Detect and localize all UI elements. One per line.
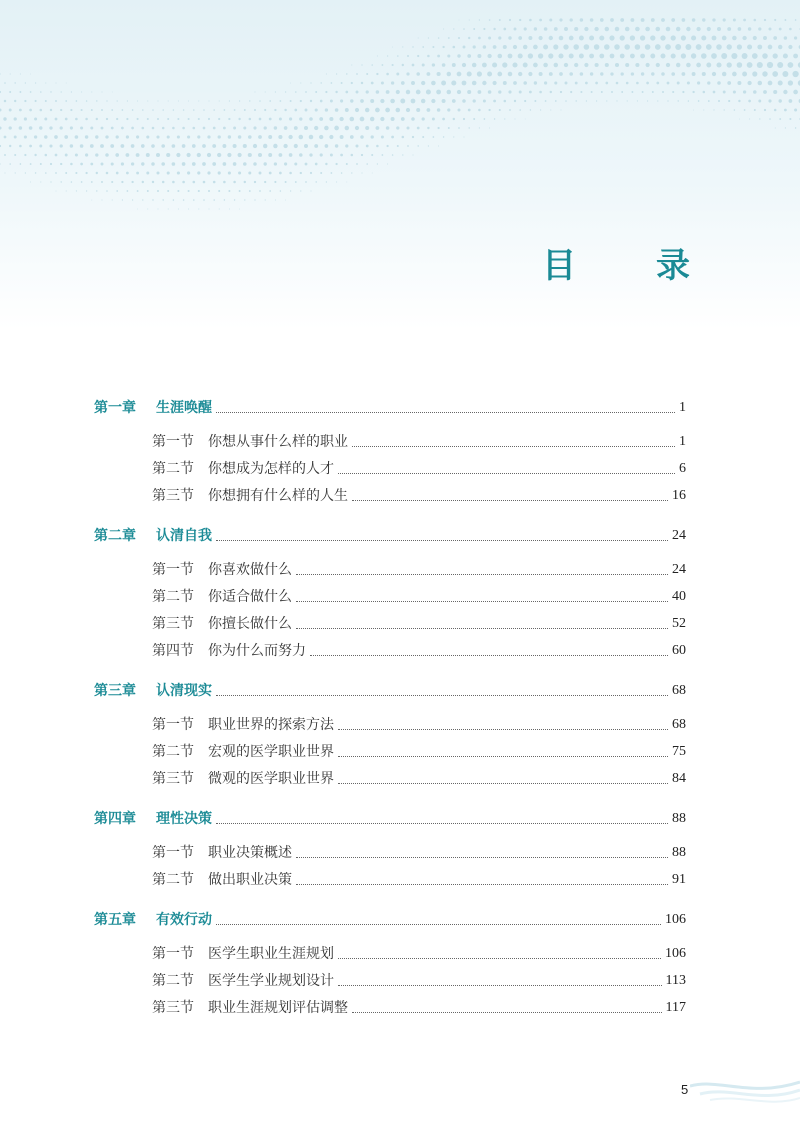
section-title: 你适合做什么	[208, 589, 292, 605]
section-number: 第一节	[152, 434, 194, 450]
toc-section-row[interactable]	[152, 868, 686, 890]
section-number: 第三节	[152, 488, 194, 504]
page-ref: 113	[665, 973, 686, 988]
toc-section-row[interactable]	[152, 740, 686, 762]
section-title: 你想从事什么样的职业	[208, 434, 348, 450]
dot-leader	[352, 1011, 662, 1013]
page-ref: 40	[672, 589, 686, 604]
page-ref: 24	[672, 528, 686, 543]
section-title: 医学生职业生涯规划	[208, 946, 334, 962]
page-ref: 84	[672, 771, 686, 786]
footer-wave-decoration	[690, 1068, 800, 1108]
dot-leader	[296, 883, 668, 885]
dot-leader	[296, 573, 668, 575]
section-number: 第三节	[152, 1000, 194, 1016]
dot-leader	[296, 600, 668, 602]
toc-chapter-row[interactable]	[94, 524, 686, 546]
page-ref: 75	[672, 744, 686, 759]
chapter-number: 第五章	[94, 912, 136, 928]
dot-leader	[338, 957, 661, 959]
toc-section-row[interactable]	[152, 996, 686, 1018]
toc-section-row[interactable]	[152, 639, 686, 661]
toc-section-row[interactable]	[152, 585, 686, 607]
toc-chapter-row[interactable]	[94, 807, 686, 829]
page-ref: 117	[665, 1000, 686, 1015]
dot-leader	[216, 923, 661, 925]
page-title: 目 录	[542, 246, 724, 286]
dot-leader	[352, 445, 675, 447]
page-ref: 68	[672, 717, 686, 732]
section-title: 职业决策概述	[208, 845, 292, 861]
section-number: 第二节	[152, 589, 194, 605]
section-number: 第二节	[152, 973, 194, 989]
dot-leader	[310, 654, 668, 656]
section-title: 宏观的医学职业世界	[208, 744, 334, 760]
section-number: 第一节	[152, 717, 194, 733]
dot-leader	[216, 539, 668, 541]
chapter-title: 认清自我	[156, 528, 212, 544]
dot-leader	[296, 627, 668, 629]
section-title: 你擅长做什么	[208, 616, 292, 632]
section-title: 做出职业决策	[208, 872, 292, 888]
section-title: 微观的医学职业世界	[208, 771, 334, 787]
chapter-number: 第四章	[94, 811, 136, 827]
page-ref: 6	[679, 461, 686, 476]
section-title: 职业生涯规划评估调整	[208, 1000, 348, 1016]
page-ref: 106	[665, 946, 686, 961]
toc-chapter-row[interactable]	[94, 679, 686, 701]
toc-section-row[interactable]	[152, 457, 686, 479]
section-number: 第二节	[152, 461, 194, 477]
page-ref: 88	[672, 845, 686, 860]
page-ref: 1	[679, 400, 686, 415]
toc-section-row[interactable]	[152, 841, 686, 863]
chapter-title: 生涯唤醒	[156, 400, 212, 416]
section-title: 医学生学业规划设计	[208, 973, 334, 989]
section-title: 职业世界的探索方法	[208, 717, 334, 733]
toc-section-row[interactable]	[152, 942, 686, 964]
section-number: 第一节	[152, 562, 194, 578]
dot-leader	[338, 984, 662, 986]
dot-leader	[338, 472, 675, 474]
dot-leader	[338, 755, 668, 757]
chapter-number: 第三章	[94, 683, 136, 699]
chapter-number: 第一章	[94, 400, 136, 416]
toc-section-row[interactable]	[152, 612, 686, 634]
dot-leader	[338, 782, 668, 784]
dot-leader	[216, 694, 668, 696]
page-ref: 88	[672, 811, 686, 826]
page-ref: 106	[665, 912, 686, 927]
section-number: 第一节	[152, 946, 194, 962]
toc-chapter-row[interactable]	[94, 396, 686, 418]
page-ref: 68	[672, 683, 686, 698]
page-ref: 16	[672, 488, 686, 503]
dot-leader	[352, 499, 668, 501]
page-ref: 1	[679, 434, 686, 449]
section-number: 第四节	[152, 643, 194, 659]
chapter-title: 认清现实	[156, 683, 212, 699]
section-number: 第二节	[152, 872, 194, 888]
section-number: 第二节	[152, 744, 194, 760]
section-title: 你想拥有什么样的人生	[208, 488, 348, 504]
chapter-title: 理性决策	[156, 811, 212, 827]
toc-section-row[interactable]	[152, 430, 686, 452]
page-ref: 60	[672, 643, 686, 658]
dot-leader	[216, 822, 668, 824]
toc-section-row[interactable]	[152, 713, 686, 735]
dot-leader	[338, 728, 668, 730]
section-title: 你喜欢做什么	[208, 562, 292, 578]
dot-leader	[296, 856, 668, 858]
chapter-number: 第二章	[94, 528, 136, 544]
toc-section-row[interactable]	[152, 558, 686, 580]
toc-section-row[interactable]	[152, 969, 686, 991]
page-number: 5	[681, 1082, 689, 1097]
section-title: 你想成为怎样的人才	[208, 461, 334, 477]
chapter-title: 有效行动	[156, 912, 212, 928]
section-title: 你为什么而努力	[208, 643, 306, 659]
section-number: 第三节	[152, 616, 194, 632]
page-ref: 52	[672, 616, 686, 631]
dot-leader	[216, 411, 675, 413]
toc-section-row[interactable]	[152, 767, 686, 789]
page-ref: 24	[672, 562, 686, 577]
section-number: 第三节	[152, 771, 194, 787]
toc-chapter-row[interactable]	[94, 908, 686, 930]
page-ref: 91	[672, 872, 686, 887]
section-number: 第一节	[152, 845, 194, 861]
toc-section-row[interactable]	[152, 484, 686, 506]
